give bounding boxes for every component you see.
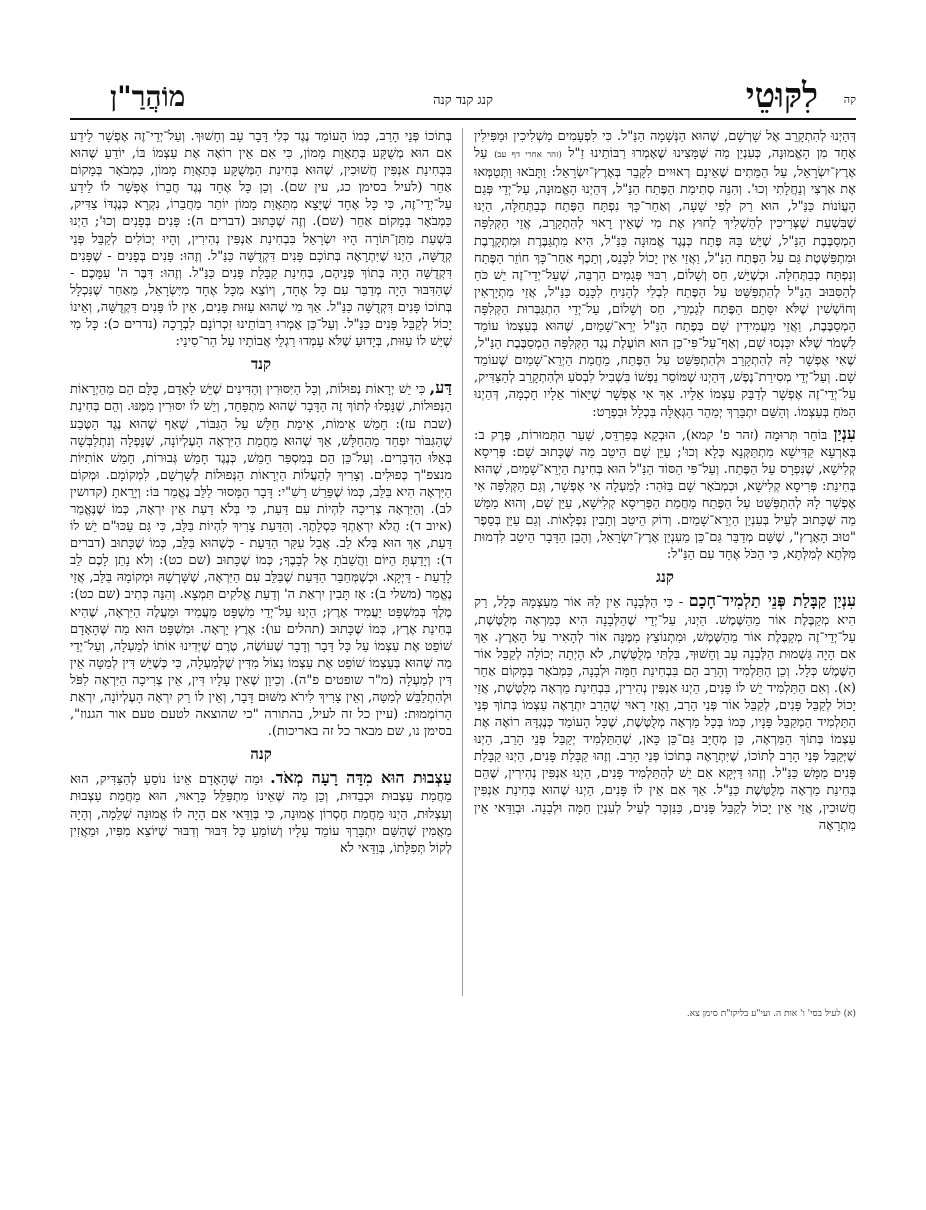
page-header (70, 70, 856, 120)
paragraph: בְּתוֹכוֹ פְּנֵי הָרַב, כְּמוֹ הָעוֹמֵד נֶגֶד כְּלִי דָּבָר עָב וְחָשׁוּךְ. וְעַל־יְדֵי־זֶה אֶפְשָׁר לֵידַע אִם הוּא מְשֻׁקָּע בְּתַאֲוַת מָמוֹן, כִּי אִם אֵין רוֹאֶה אֶת עַצְמוֹ בּוֹ, יוֹדֵעַ שֶׁהוּא בִּבְחִינַת אַנְפִּין חֲשׁוּכִין, שֶׁהוּא בְּחִינַת הַמְּשֻׁקָּע בְּתַאֲוַת מָמוֹן, כַּמְבֹאָר בְּמָקוֹם אַחֵר (לעיל בסימן כג, עין שם). וְכֵן כָּל אֶחָד נֶגֶד חֲבֵרוֹ אֶפְשָׁר לוֹ לֵידַע עַל־יְדֵי־זֶה, כִּי כָּל אֶחָד שֶׁיָּצָא מִתַּאֲוַת מָמוֹן יוֹתֵר מֵחֲבֵרוֹ, נִקְרָא כְּנֶגְדּוֹ צַדִּיק, כַּמְבֹאָר בְּמָקוֹם אַחֵר (שם). וְזֶה שֶׁכָּתוּב (דברים ה): פָּנִים בְּפָנִים וְכוּ'; הַיְנוּ בִּשְׁעַת מַתַּן־תּוֹרָה הָיוּ יִשְׂרָאֵל בִּבְחִינַת אַנְפִּין נְהִירִין, וְהָיוּ יְכוֹלִים לְקַבֵּל פְּנֵי קְדֻשָּׁה, הַיְנוּ שֶׁיִּתְרָאֶה בְּתוֹכָם פָּנִים דִּקְדֻשָּׁה כַּנַּ"ל. וְזֶהוּ: פָּנִים בְּפָנִים - שֶׁפָּנִים דִּקְדֻשָּׁה הָיָה בְּתוֹךְ פְּנֵיהֶם, בְּחִינַת קַבָּלַת פָּנִים כַּנַּ"ל. וְזֶהוּ: דִּבֶּר ה' עִמָּכֶם - שֶׁהַדִּבּוּר הָיָה מְדַבֵּר עִם כָּל אֶחָד, וְיוֹצֵא מִכָּל אֶחָד מִיִּשְׂרָאֵל, מֵאַחַר שֶׁנִּכְלָל בְּתוֹכוֹ פָּנִים דִּקְדֻשָּׁה כַּנַּ"ל. אַךְ מִי שֶׁהוּא עַזּוּת פָּנִים, אֵין לוֹ פָּנִים דִּקְדֻשָּׁה, וְאֵינוֹ יָכוֹל לְקַבֵּל פָּנִים כַּנַּ"ל. וְעַל־כֵּן אָמְרוּ רַבּוֹתֵינוּ זִכְרוֹנָם לִבְרָכָה (נדרים כ): כָּל מִי שֶׁיֵּשׁ לוֹ עַזּוּת, בְּיָדוּעַ שֶׁלֹּא עָמְדוּ רַגְלֵי אֲבוֹתָיו עַל הַר־סִינַי: (70, 129, 452, 350)
source-reference: (זהר אחרי דף עב) (494, 150, 562, 161)
right-column (474, 128, 856, 996)
left-column (70, 128, 452, 996)
paragraph-lead-word: עִנְיַן קַבָּלַת פְּנֵי תַלְמִיד־חָכָם (688, 591, 856, 611)
section-range: קנג קנד קנה (433, 93, 493, 108)
paragraph-lead-word: עִנְיַן (833, 423, 856, 443)
book-title-left: מוֹהֲרַ"ן (110, 80, 186, 113)
paragraph: עִנְיַן קַבָּלַת פְּנֵי תַלְמִיד־חָכָם - כִּי הַלְּבָנָה אֵין לָהּ אוֹר מֵעַצְמָהּ כְּלָל, רַק הִיא מְקַבֶּלֶת אוֹר מֵהַשֶּׁמֶשׁ. הַיְנוּ, עַל־יְדֵי שֶׁהַלְּבָנָה הִיא כְּמַרְאָה מְלֻטֶּשֶׁת, עַל־יְדֵי־זֶה מְקַבֶּלֶת אוֹר מֵהַשֶּׁמֶשׁ, וּמִתְנוֹצֵץ מִמֶּנָּה אוֹר לְהָאִיר עַל הָאָרֶץ. אַךְ אִם הָיָה גַּשְׁמוּת הַלְּבָנָה עָב וְחָשׁוּךְ, בִּלְתִּי מְלֻטֶּשֶׁת, לֹא הָיְתָה יְכוֹלָה לְקַבֵּל אוֹר הַשֶּׁמֶשׁ כְּלָל. וְכֵן הַתַּלְמִיד וְהָרַב הֵם בִּבְחִינַת חַמָּה וּלְבָנָה, כַּמְבֹאָר בְּמָקוֹם אַחֵר (א). וְאִם הַתַּלְמִיד יֵשׁ לוֹ פָּנִים, הַיְנוּ אַנְפִּין נְהִירִין, בִּבְחִינַת מַרְאָה מְלֻטֶּשֶׁת, אֲזַי יָכוֹל לְקַבֵּל פָּנִים, לְקַבֵּל אוֹר פְּנֵי הָרַב, וַאֲזַי רָאוּי שֶׁהָרַב יִתְרָאֶה עַצְמוֹ בְּתוֹךְ פְּנֵי הַתַּלְמִיד הַמְקַבֵּל פָּנָיו, כְּמוֹ בְּכָל מַרְאָה מְלֻטֶּשֶׁת, שֶׁכָּל הָעוֹמֵד כְּנֶגְדָּהּ רוֹאֶה אֶת עַצְמוֹ בְּתוֹךְ הַמַּרְאָה, כֵּן מְחֻיָּב גַּם־כֵּן כָּאן, שֶׁהַתַּלְמִיד יְקַבֵּל פְּנֵי הָרַב, הַיְנוּ שֶׁיְּקַבֵּל פְּנֵי הָרַב לְתוֹכוֹ, שֶׁיִּתְרָאֶה בְּתוֹכוֹ פְּנֵי הָרַב. וְזֶהוּ קַבָּלַת פָּנִים, הַיְנוּ קַבָּלַת פָּנִים מַמָּשׁ כַּנַּ"ל. וְזֶהוּ דַּיְקָא אִם יֵשׁ לְהַתַּלְמִיד פָּנִים, הַיְנוּ אַנְפִּין נְהִירִין, שֶׁהֵם בְּחִינַת מַרְאָה מְלֻטֶּשֶׁת כַּנַּ"ל. אַךְ אִם אֵין לוֹ פָּנִים, הַיְנוּ שֶׁהוּא בְּחִינַת אַנְפִּין חֲשׁוּכִין, אֲזַי אֵין יָכוֹל לְקַבֵּל פָּנִים, כַּנִּזְכָּר לְעֵיל לְעִנְיַן חַמָּה וּלְבָנָה. וּבְוַדַּאי אֵין מִתְרָאֶה (474, 591, 856, 833)
footnote: (א) לעיל בסי' ו' אות ה. ועי"ע בליקו"ת סימן צא. (686, 1009, 856, 1019)
column-divider (462, 128, 463, 996)
header-rule (70, 118, 856, 120)
section-heading: קנה (250, 745, 272, 764)
paragraph-lead-word: עַצְבוּת הוּא מִדָּה רָעָה מְאֹד. (270, 768, 452, 788)
paragraph: דְּהַיְנוּ לְהִתְקָרֵב אֶל שָׁרְשָׁם, שֶׁהוּא הַנְּשָׁמָה הַנַּ"ל. כִּי לִפְעָמִים מַשְׁלִיכִין וּמַפִּילִין אֶחָד מִן הָאֱמוּנָה, כְּעִנְיַן מַה שֶּׁמָּצִינוּ שֶׁאָמְרוּ רַבּוֹתֵינוּ זַ"ל (זהר אחרי דף עב) עַל אֶרֶץ־יִשְׂרָאֵל, עַל הַמֵּתִים שֶׁאֵינָם רְאוּיִים לִקָּבֵר בְּאֶרֶץ־יִשְׂרָאֵל: וַתָּבֹאוּ וַתְּטַמְּאוּ אֶת אַרְצִי וְנַחֲלָתִי וְכוּ'. וְהִנֵּה סְתִימַת הַפֶּתַח הַנַּ"ל, דְּהַיְנוּ הָאֱמוּנָה, עַל־יְדֵי פְּגַם הָעֲוֹנוֹת כַּנַּ"ל, הוּא רַק לְפִי שָׁעָה, וְאַחַר־כָּךְ נִפְתָּח הַפֶּתַח כְּבַתְּחִלָּה, הַיְנוּ שֶׁבִּשְׁעַת שֶׁצְּרִיכִין לְהַשְׁלִיךְ לַחוּץ אֶת מִי שֶׁאֵין רָאוּי לְהִתְקָרֵב, אֲזַי הַקְּלִפָּה הַמְסַבֶּבֶת הַנַּ"ל, שֶׁיֵּשׁ בָּהּ פֶּתַח כְּנֶגֶד אֱמוּנָה כַּנַּ"ל, הִיא מִתְגַּבֶּרֶת וּמִתְקָרֶבֶת וּמִתְפַּשֶּׁטֶת גַּם עַל הַפֶּתַח הַנַּ"ל, וַאֲזַי אֵין יָכוֹל לִכָּנֵס, וְתֵכֶף אַחַר־כָּךְ חוֹזֵר הַפֶּתַח וְנִפְתַּח כְּבַתְּחִלָּה. וּכְשֶׁיֵּשׁ, חַס וְשָׁלוֹם, רִבּוּי פְּגָמִים הַרְבֵּה, שֶׁעַל־יְדֵי־זֶה יֵשׁ כֹּחַ לְהַסִּבּוּב הַנַּ"ל לְהִתְפַּשֵּׁט עַל הַפֶּתַח לִבְלִי לְהָנִיחַ לִכָּנֵס כַּנַּ"ל, אֲזַי מִתְיָרְאִין וְחוֹשְׁשִׁין שֶׁלֹּא יִסָּתֵם הַפֶּתַח לְגַמְרֵי, חַס וְשָׁלוֹם, עַל־יְדֵי הִתְגַּבְּרוּת הַקְּלִפָּה הַמְסַבֶּבֶת, וַאֲזַי מַעֲמִידִין שָׁם בְּפֶתַח הַנַּ"ל יְרֵא־שָׁמַיִם, שֶׁהוּא בְּעַצְמוֹ עוֹמֵד לִשְׁמֹר שֶׁלֹּא יִכָּנְסוּ שָׁם, וְאַף־עַל־פִּי־כֵן הוּא תּוֹעֶלֶת נֶגֶד הַקְּלִפָּה הַמְסַבֶּבֶת הַנַּ"ל, שֶׁאִי אֶפְשָׁר לָהּ לְהִתְקָרֵב וּלְהִתְפַּשֵּׁט עַל הַפֶּתַח, מֵחֲמַת הַיְרֵא־שָׁמַיִם שֶׁעוֹמֵד שָׁם. וְעַל־יְדֵי מְסִירַת־נֶפֶשׁ, דְּהַיְנוּ שֶׁמּוֹסֵר נַפְשׁוֹ בִּשְׁבִיל לִבְסֹעַ וּלְהִתְקָרֵב לְהַצַּדִּיק, עַל־יְדֵי־זֶה אֶפְשָׁר לְדַבֵּק עַצְמוֹ אֵלָיו. אַךְ אִי אֶפְשָׁר שֶׁיֵּאוֹר אֵלָיו חָכְמָה, דְּהַיְנוּ הַמֹּחַ בְּעַצְמוֹ. וְהַשֵּׁם יִתְבָּרַךְ יְמַהֵר הַגְּאֻלָּה בִּכְלָל וּבִפְרָט: (474, 129, 856, 420)
page-number: קה (843, 93, 856, 106)
section-heading: קנד (250, 355, 272, 374)
section-heading: קנג (656, 568, 674, 587)
paragraph: דַּע, כִּי יֵשׁ יְרָאוֹת נְפוּלוֹת, וְכָל הַיִּסּוּרִין וְהַדִּינִים שֶׁיֵּשׁ לָאָדָם, כֻּלָּם הֵם מֵהַיְרָאוֹת הַנְּפוּלוֹת, שֶׁנָּפְלוּ לְתוֹךְ זֶה הַדָּבָר שֶׁהוּא מִתְפַּחֵד, וְיֵשׁ לוֹ יִסּוּרִין מִמֶּנּוּ. וְהֵם בְּחִינַת (שבת עז): חָמֵשׁ אֵימוֹת, אֵימַת חַלָּשׁ עַל הַגִּבּוֹר, שֶׁאַף שֶׁהוּא נֶגֶד הַטֶּבַע שֶׁהַגִּבּוֹר יִפְחַד מֵהַחַלָּשׁ, אַךְ שֶׁהוּא מֵחֲמַת הַיִּרְאָה הָעֶלְיוֹנָה, שֶׁנָּפְלָה וְנִתְלַבְּשָׁה בְּאֵלּוּ הַדְּבָרִים. וְעַל־כֵּן הֵם בְּמִסְפַּר חָמֵשׁ, כְּנֶגֶד חָמֵשׁ גְּבוּרוֹת, חָמֵשׁ אוֹתִיּוֹת מנצפ"ך כְּפוּלִים. וְצָרִיךְ לְהַעֲלוֹת הַיְרָאוֹת הַנְּפוּלוֹת לְשָׁרְשָׁם, לִמְקוֹמָם. וּמְקוֹם הַיִּרְאָה הִיא בַּלֵּב, כְּמוֹ שֶׁפֵּרֵשׁ רַשִׁ"י: דָּבָר הַמָּסוּר לַלֵּב נֶאֱמַר בּוֹ: וְיָרֵאתָ (קדושין לב). וְהַיִּרְאָה צְרִיכָה לִהְיוֹת עִם דַּעַת, כִּי בְּלֹא דַעַת אֵין יִרְאָה, כְּמוֹ שֶׁנֶּאֱמַר (איוב ד): הֲלֹא יִרְאָתְךָ כִּסְלָתֶךָ. וְהַדַּעַת צָרִיךְ לִהְיוֹת בַּלֵּב, כִּי גַּם עַכּוּ"ם יֵשׁ לוֹ דַּעַת, אַךְ הוּא בְּלֹא לֵב. אֲבָל עִקַּר הַדַּעַת - כְּשֶׁהוּא בַּלֵּב, כְּמוֹ שֶׁכָּתוּב (דברים ד): וְיָדַעְתָּ הַיּוֹם וַהֲשֵׁבֹתָ אֶל לְבָבֶךָ; כְּמוֹ שֶׁכָּתוּב (שם כט): וְלֹא נָתַן לָכֶם לֵב לָדַעַת - דַּיְקָא. וּכְשֶׁמְּחַבֵּר הַדַּעַת שֶׁבַּלֵּב עִם הַיִּרְאָה, שֶׁשָּׁרְשָׁהּ וּמְקוֹמָהּ בַּלֵּב, אֲזַי נֶאֱמַר (משלי ב): אָז תָּבִין יִרְאַת ה' וְדַעַת אֱלֹקִים תִּמְצָא. וְהִנֵּה כְּתִיב (שם כט): מֶלֶךְ בְּמִשְׁפָּט יַעֲמִיד אָרֶץ; הַיְנוּ עַל־יְדֵי מִשְׁפָּט מַעֲמִיד וּמַעֲלֶה הַיִּרְאָה, שֶׁהִיא בְּחִינַת אֶרֶץ, כְּמוֹ שֶׁכָּתוּב (תהלים עו): אֶרֶץ יָרְאָה. וּמִשְׁפָּט הוּא מַה שֶּׁהָאָדָם שׁוֹפֵט אֶת עַצְמוֹ עַל כָּל דָּבָר וְדָבָר שֶׁעוֹשֶׂה, טֶרֶם שֶׁיְּדִינוּ אוֹתוֹ לְמַעְלָה, וְעַל־יְדֵי מַה שֶּׁהוּא בְּעַצְמוֹ שׁוֹפֵט אֶת עַצְמוֹ נִצּוֹל מִדִּין שֶׁלְּמַעְלָה, כִּי כְּשֶׁיֵּשׁ דִּין לְמַטָּה אֵין דִּין לְמַעְלָה (מ"ר שופטים פ"ה). וְכֵיוָן שֶׁאֵין עָלָיו דִּין, אֵין צְרִיכָה הַיִּרְאָה לִפֹּל וּלְהִתְלַבֵּשׁ לְמַטָּה, וְאֵין צָרִיךְ לִירֹא מִשּׁוּם דָּבָר, וְאֵין לוֹ רַק יִרְאָה הָעֶלְיוֹנָה, יִרְאַת הָרוֹמְמוּת: (עיין כל זה לעיל, בהתורה "כי שהוצאה לטעם טעם אור הגנוז", בסימן נו, שם מבאר כל זה באריכות). (70, 378, 452, 740)
paragraph: עִנְיַן בּוֹחֵר תְּרוּמָה (זהר פ' קמא), הוּבְקָא בְּפַרְדֵּס, שַׁעַר הַתְּמוּרוֹת, פֶּרֶק ב: בְּאַרְעָא קַדִּישָׁא מִתְתַּקְּנָא כְּלָא וְכוּ'; עַיֵּן שָׁם הֵיטֵב מַה שֶּׁכָּתוּב שָׁם: פְּרִיסָא קְלִישָׁא, שֶׁנִּפְרָס עַל הַפֶּתַח. וְעַל־פִּי הַסּוֹד הַנַּ"ל הוּא בְּחִינַת הַיְרֵא־שָׁמַיִם, שֶׁהוּא בְּחִינַת: פְּרִיסָא קְלִישָׁא, וּכְמְבֹאָר שָׁם בַּזֹּהַר: לְמַעְלָה אִי אֶפְשָׁר, וְגַם הַקְּלִפָּה אִי אֶפְשָׁר לָהּ לְהִתְפַּשֵּׁט עַל הַפֶּתַח מֵחֲמַת הַפְּרִיסָא קְלִישָׁא, עַיֵּן שָׁם, וְהוּא מַמָּשׁ מַה שֶּׁכָּתוּב לְעֵיל בְּעִנְיַן הַיְרֵא־שָׁמַיִם. וְדוֹק הֵיטֵב וְתָבִין נִפְלָאוֹת. וְגַם עַיֵּן בְּסֵפֶר "טוּב הָאָרֶץ", שֶׁשָּׁם מְדַבֵּר גַּם־כֵּן מֵעִנְיַן אֶרֶץ־יִשְׂרָאֵל, וְהָבֵן הַדָּבָר הֵיטֵב לִדְמוּת מִלְּתָא לְמִלְּתָא, כִּי הַכֹּל אֶחָד עִם הַנַּ"ל: (474, 423, 856, 563)
paragraph: עַצְבוּת הוּא מִדָּה רָעָה מְאֹד. וּמַה שֶּׁהָאָדָם אֵינוֹ נוֹסֵעַ לְהַצַּדִּיק, הוּא מֵחֲמַת עַצְבוּת וּכְבֵדוּת, וְכֵן מַה שֶּׁאֵינוֹ מִתְפַּלֵּל כָּרָאוּי, הוּא מֵחֲמַת עַצְבוּת וְעַצְלוּת, הַיְנוּ מֵחֲמַת חֶסְרוֹן אֱמוּנָה, כִּי בְּוַדַּאי אִם הָיָה לוֹ אֱמוּנָה שְׁלֵמָה, וְהָיָה מַאֲמִין שֶׁהַשֵּׁם יִתְבָּרַךְ עוֹמֵד עָלָיו וְשׁוֹמֵעַ כָּל דִּבּוּר וְדִבּוּר שֶׁיּוֹצֵא מִפִּיו, וּמַאֲזִין לְקוֹל תְּפִלָּתוֹ, בְּוַדַּאי לֹא (70, 768, 452, 856)
paragraph-lead-word: דַּע, (429, 378, 452, 398)
book-title-right: לִקּוּטֵי (745, 76, 818, 116)
